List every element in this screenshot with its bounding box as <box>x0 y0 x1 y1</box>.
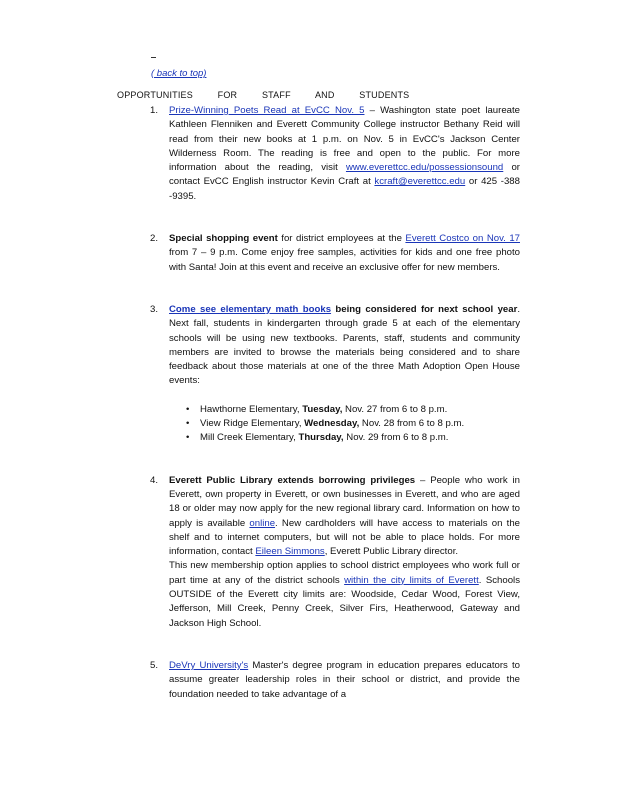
item-lead: Special shopping event <box>169 233 278 245</box>
item-text: , Everett Public Library director. <box>324 546 459 558</box>
event-date: Nov. 28 from 6 to 8 p.m. <box>359 418 465 430</box>
back-to-top-link[interactable]: ( back to top) <box>151 68 207 79</box>
event-item <box>186 431 520 445</box>
item-text: – People who work in Everett, own property in Everett, or own businesses in Everett, and who are aged 18 or older may now apply for the new regional library card. Information on how to apply is available <box>169 474 520 529</box>
event-item <box>186 403 520 417</box>
item-number: 5. <box>150 659 159 671</box>
event-school: Mill Creek Elementary, <box>200 432 299 444</box>
item-lead: being considered for next school year <box>331 303 518 315</box>
list-item <box>150 104 520 204</box>
costco-event-link[interactable]: Everett Costco on Nov. 17 <box>405 233 520 245</box>
item-text: for district employees at the <box>277 233 406 245</box>
event-day: Wednesday, <box>304 418 360 430</box>
item-text: This new membership option applies to school district employees who work full or part time at any of the district schools <box>169 560 520 586</box>
item-text: . New cardholders will have access to materials on the shelf and to internet computers, but will not be able to place holds. For more information, contact <box>169 517 520 558</box>
list-item <box>150 232 520 275</box>
eileen-simmons-link[interactable]: Eileen Simmons <box>255 546 325 558</box>
devry-link[interactable]: DeVry University's <box>169 659 249 671</box>
list-item <box>150 659 520 702</box>
bullet-icon: • <box>186 418 190 430</box>
item-number: 2. <box>150 233 159 245</box>
top-dash <box>151 57 156 58</box>
online-link[interactable]: online <box>249 517 276 529</box>
section-heading: OPPORTUNITIES FOR STAFF AND STUDENTS <box>117 90 410 100</box>
item-number: 3. <box>150 303 159 315</box>
event-day: Thursday, <box>298 432 344 444</box>
item-text: or contact EvCC English instructor Kevin Craft at <box>169 162 521 188</box>
item-number: 4. <box>150 474 159 486</box>
bullet-icon: • <box>186 432 190 444</box>
event-day: Tuesday, <box>302 403 343 415</box>
event-date: Nov. 29 from 6 to 8 p.m. <box>343 432 449 444</box>
event-list <box>169 403 520 446</box>
event-school: Hawthorne Elementary, <box>200 403 303 415</box>
item-text: or 425 -388 -9395. <box>169 176 520 202</box>
city-limits-link[interactable]: within the city limits of Everett <box>344 574 479 586</box>
possession-sound-link[interactable]: www.everettcc.edu/possessionsound <box>345 162 504 174</box>
item-lead: Everett Public Library extends borrowing privileges <box>169 474 416 486</box>
item-text: – Washington state poet laureate Kathleen Flenniken and Everett Community College instructor Bethany Reid will read from their new books at 1 p.m. on Nov. 5 in EvCC's Jackson Center Wilderness Room. The reading is free and open to the public. For more information about the reading, visit <box>169 105 520 174</box>
event-school: View Ridge Elementary, <box>200 418 305 430</box>
event-item <box>186 417 520 431</box>
kcraft-email-link[interactable]: kcraft@everettcc.edu <box>374 176 466 188</box>
opportunities-list <box>150 104 520 730</box>
poets-reading-link[interactable]: Prize-Winning Poets Read at EvCC Nov. 5 <box>169 105 365 116</box>
item-text: . Next fall, students in kindergarten through grade 5 at each of the elementary schools will be using new textbooks. Parents, staff, students and community members are invited to browse the materials being considered and to share feedback about those materials at one of the three Math Adoption Open House events: <box>169 303 520 387</box>
list-item <box>150 303 520 446</box>
item-text: . Schools OUTSIDE of the Everett city limits are: Woodside, Cedar Wood, Forest View, Jefferson, Mill Creek, Penny Creek, Silver Firs, Heatherwood, Gateway and Jackson High School. <box>169 574 520 629</box>
list-item <box>150 474 520 631</box>
bullet-icon: • <box>186 403 190 415</box>
item-text: from 7 – 9 p.m. Come enjoy free samples, activities for kids and one free photo with Santa! Join at this event and receive an exclusive offer for new members. <box>169 247 520 273</box>
event-date: Nov. 27 from 6 to 8 p.m. <box>342 403 448 415</box>
math-books-link[interactable]: Come see elementary math books <box>169 303 332 315</box>
item-number: 1. <box>150 105 159 116</box>
item-text: Master's degree program in education prepares educators to assume greater leadership roles in their school or district, and provide the foundation needed to take advantage of a <box>169 659 520 700</box>
